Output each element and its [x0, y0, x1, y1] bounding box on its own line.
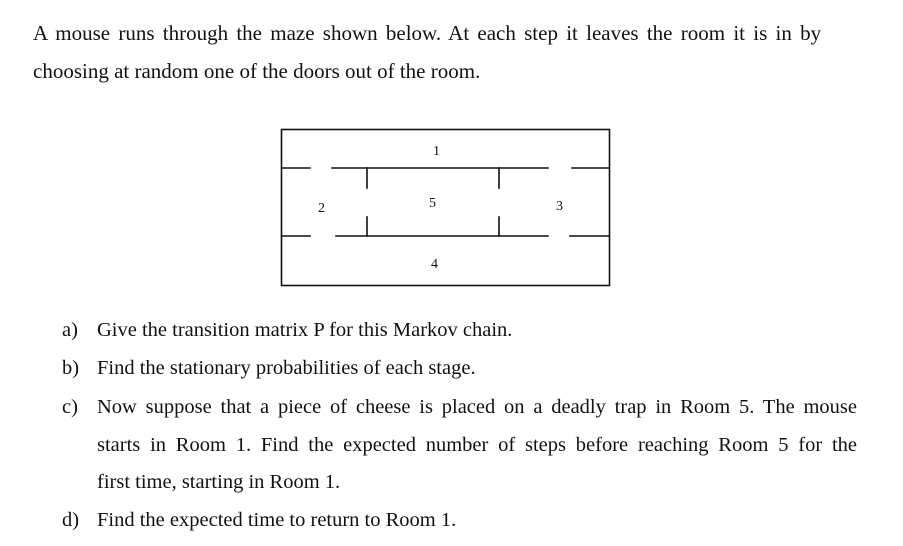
room-label-3: 3 [556, 199, 563, 214]
question-a-letter: a) [62, 319, 78, 341]
question-c-letter: c) [62, 396, 78, 418]
intro-text-1: A mouse runs through the maze shown below. At each step it leaves the room it is in by [33, 21, 822, 45]
question-d-letter: d) [62, 509, 80, 531]
room-label-4: 4 [431, 257, 438, 272]
room-label-5: 5 [429, 196, 436, 211]
question-b-letter: b) [62, 357, 80, 379]
question-a-text: Give the transition matrix P for this Markov chain. [97, 319, 513, 341]
intro-text-2: choosing at random one of the doors out of the room. [33, 59, 481, 83]
question-c-text: Now suppose that a piece of cheese is placed on a deadly trap in Room 5. The mouse [97, 396, 857, 418]
maze-svg [280, 128, 612, 288]
intro-line-1 [33, 23, 821, 44]
question-c-continuation-1 [97, 435, 857, 456]
question-c-cont2-text: first time, starting in Room 1. [97, 471, 341, 493]
question-c-continuation-2 [97, 472, 340, 493]
question-b-text: Find the stationary probabilities of each stage. [97, 357, 476, 379]
maze-diagram [280, 128, 612, 288]
room-label-1: 1 [433, 144, 440, 159]
question-c-cont1-text: starts in Room 1. Find the expected number of steps before reaching Room 5 for the [97, 434, 857, 456]
question-d-text: Find the expected time to return to Room 1. [97, 509, 457, 531]
intro-line-2 [33, 61, 480, 82]
room-label-2: 2 [318, 201, 325, 216]
